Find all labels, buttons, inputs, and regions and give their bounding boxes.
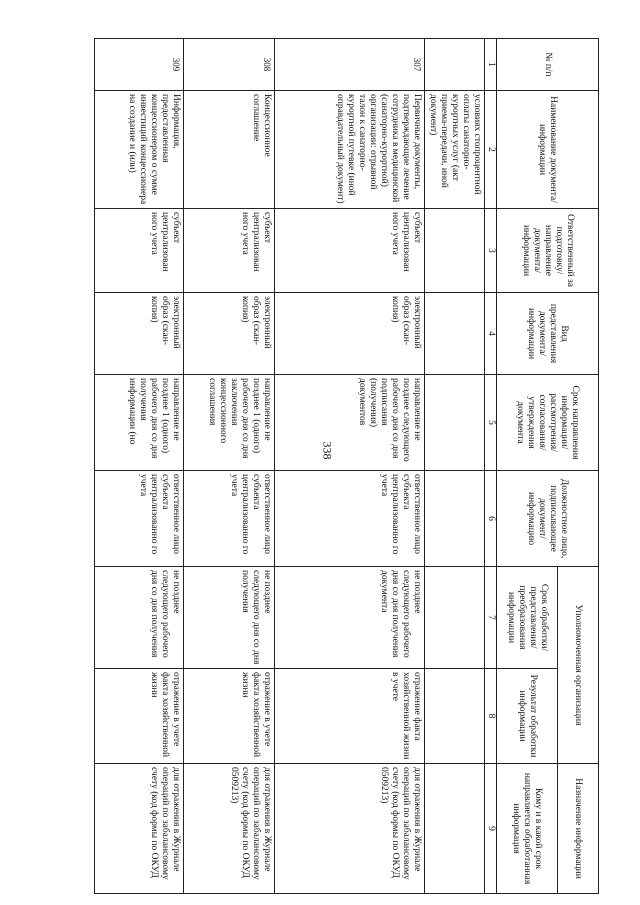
- cell-type: [425, 293, 485, 375]
- cell-num: 308: [184, 39, 275, 91]
- header-authorized-org: Уполномоченная организация: [558, 567, 599, 764]
- cell-type: электронный образ (скан-копия): [275, 293, 425, 375]
- cell-processing-result: [425, 669, 485, 764]
- cell-purpose: для отражения в Журнале операций по забалансовому счету (код формы по ОКУД 0509213): [184, 764, 275, 894]
- header-purpose-group: Назначение информации: [558, 764, 599, 894]
- table-row: [425, 39, 485, 894]
- cell-num: 307: [275, 39, 425, 91]
- cell-processing-deadline: не позднее следующего дня со дня получения: [184, 567, 275, 669]
- table-row: [95, 39, 184, 894]
- document-table: [94, 38, 599, 894]
- cell-responsible: [425, 209, 485, 293]
- cell-official: ответственное лицо субъекта централизованно го учета: [275, 471, 425, 567]
- column-number: 7: [485, 567, 497, 669]
- header-type: Вид представления документа/ информации: [497, 293, 599, 375]
- cell-processing-deadline: [425, 567, 485, 669]
- header-processing-deadline: Срок обработки/ представления/ преобразования информации: [497, 567, 558, 669]
- header-responsible: Ответственный за подготовку/ направление документа/ информации: [497, 209, 599, 293]
- cell-name: Первичные документы, подтверждающие лечение сотрудника в медицинской (санаторно-курортной) организации: отрывной талон к санаторно-курортной путевке (иной оправдательный документ): [275, 91, 425, 209]
- column-number: 9: [485, 764, 497, 894]
- column-number: 4: [485, 293, 497, 375]
- cell-processing-result: отражение в учете факта хозяйственной жизни: [184, 669, 275, 764]
- table-row: [184, 39, 275, 894]
- cell-num: 309: [95, 39, 184, 91]
- cell-name: Концессионное соглашение: [184, 91, 275, 209]
- cell-deadline: направление не позднее следующего рабочего дня со дня подписания (получения) документов: [275, 375, 425, 471]
- cell-type: электронный образ (скан-копия): [95, 293, 184, 375]
- cell-responsible: субъект централизован ного учета: [95, 209, 184, 293]
- cell-processing-deadline: не позднее следующего рабочего дня со дня получения документа: [275, 567, 425, 669]
- header-name: Наименование документа/ информации: [497, 91, 599, 209]
- column-number: 6: [485, 471, 497, 567]
- page-number: 338: [320, 441, 335, 460]
- column-number: 5: [485, 375, 497, 471]
- header-deadline: Срок направления информации/ рассмотрения/ согласования/ утверждения документа: [497, 375, 599, 471]
- cell-purpose: [425, 764, 485, 894]
- table-row: [275, 39, 425, 894]
- header-processing-result: Результат обработки информации: [497, 669, 558, 764]
- header-purpose: Кому и в какой срок направляется обработанная информация: [497, 764, 558, 894]
- cell-official: [425, 471, 485, 567]
- cell-purpose: для отражения в Журнале операций по забалансовому счету (код формы по ОКУД: [95, 764, 184, 894]
- cell-processing-result: отражение факта хозяйственной жизни в учете: [275, 669, 425, 764]
- cell-deadline: направление не позднее 1 (одного) рабочего дня со дня получения информации (но: [95, 375, 184, 471]
- header-row-1: [558, 39, 599, 894]
- cell-official: ответственное лицо субъекта централизованно го учета: [95, 471, 184, 567]
- cell-purpose: для отражения в Журнале операций по забалансовому счету (код формы по ОКУД 0509213): [275, 764, 425, 894]
- header-num: № п/п: [497, 39, 599, 91]
- column-number: 3: [485, 209, 497, 293]
- cell-official: ответственное лицо субъекта централизованно го учета: [184, 471, 275, 567]
- cell-name: условиях стопроцентной оплаты санаторно-курортных услуг (акт приема-передачи, иной документ): [425, 91, 485, 209]
- rotated-table-container: [111, 38, 599, 893]
- column-number-row: [485, 39, 497, 894]
- cell-processing-result: отражение в учете факта хозяйственной жизни: [95, 669, 184, 764]
- cell-responsible: субъект централизован ного учета: [275, 209, 425, 293]
- cell-num: [425, 39, 485, 91]
- cell-deadline: направление не позднее 1 (одного) рабочего дня со дня заключения концессионного соглашения: [184, 375, 275, 471]
- cell-name: Информация, предоставленная концессионером о сумме инвестиций концессионера на создание и (или): [95, 91, 184, 209]
- cell-responsible: субъект централизован ного учета: [184, 209, 275, 293]
- header-official: Должностное лицо, подписывающее документ/ информацию: [497, 471, 599, 567]
- cell-deadline: [425, 375, 485, 471]
- column-number: 8: [485, 669, 497, 764]
- cell-processing-deadline: не позднее следующего рабочего дня со дня получения: [95, 567, 184, 669]
- column-number: 2: [485, 91, 497, 209]
- cell-type: электронный образ (скан-копия): [184, 293, 275, 375]
- column-number: 1: [485, 39, 497, 91]
